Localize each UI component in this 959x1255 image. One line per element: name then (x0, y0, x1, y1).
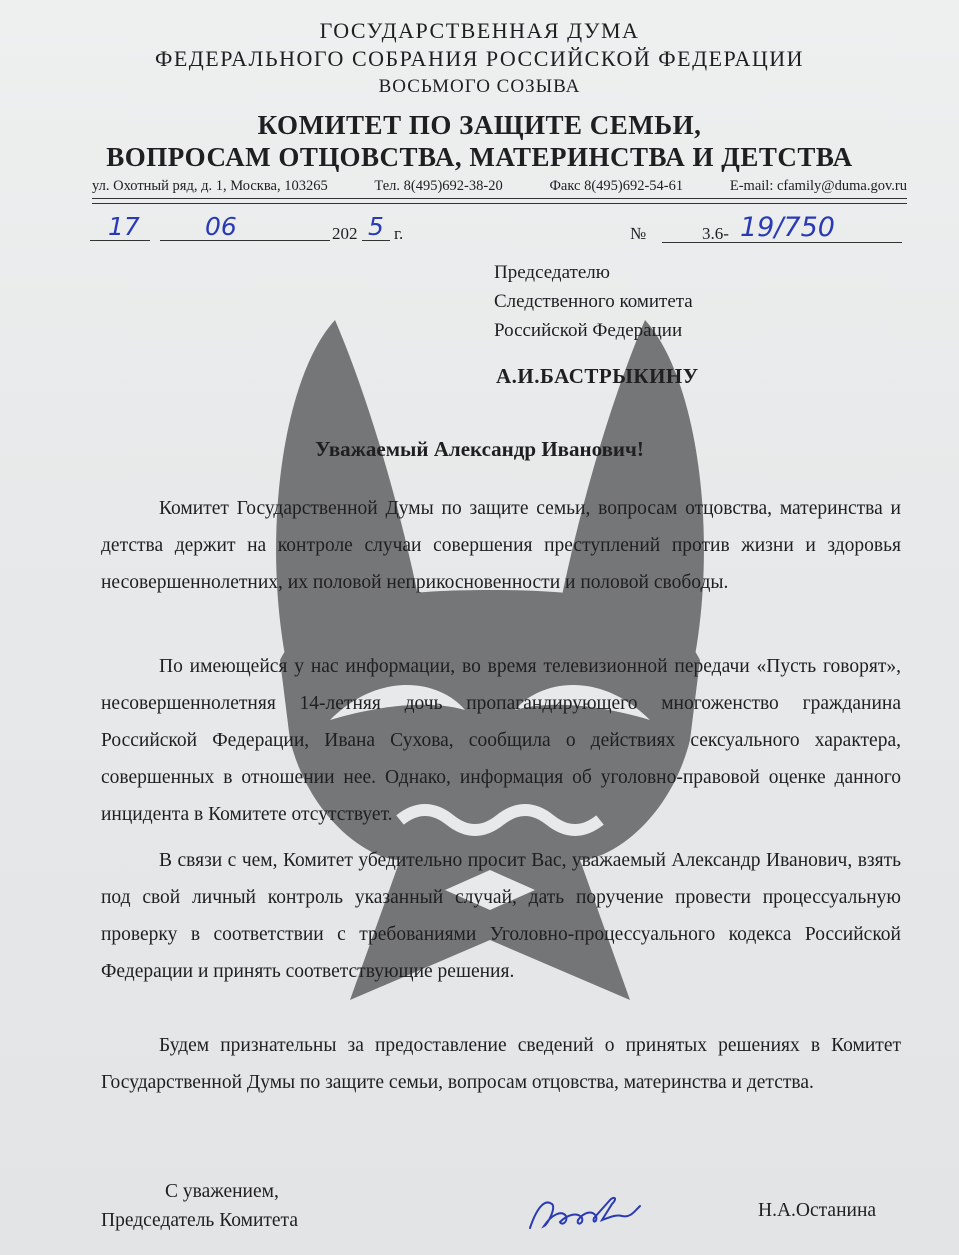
number-handwritten: 19/750 (740, 212, 835, 243)
date-month: 06 (205, 212, 237, 241)
date-month-line (160, 240, 330, 241)
header-committee-line1: КОМИТЕТ ПО ЗАЩИТЕ СЕМЬИ, (257, 110, 702, 140)
paragraph-3: В связи с чем, Комитет убедительно просит Вас, уважаемый Александр Иванович, взять под свой личный контроль указанный случай, дать поручение провести процессуальную проверку в соответствии с требованиями Уголовно-процессуального кодекса Российской Федерации и принять соответствующие решения. (101, 850, 901, 982)
addressee-line3: Российской Федерации (494, 320, 683, 341)
closing-position: Председатель Комитета (101, 1210, 298, 1231)
addressee-line2: Следственного комитета (494, 291, 693, 312)
date-year-digit: 5 (368, 212, 384, 241)
header-convocation: ВОСЬМОГО СОЗЫВА (378, 76, 581, 97)
greeting: Уважаемый Александр Иванович! (315, 437, 644, 461)
header-duma: ГОСУДАРСТВЕННАЯ ДУМА (319, 18, 640, 43)
date-day-line (90, 240, 150, 241)
date-day: 17 (108, 212, 140, 241)
date-year-prefix: 202 (332, 224, 358, 243)
header-committee-line2: ВОПРОСАМ ОТЦОВСТВА, МАТЕРИНСТВА И ДЕТСТВА (106, 142, 853, 172)
date-number-row (90, 212, 910, 252)
contact-fax: Факс 8(495)692-54-61 (549, 178, 684, 194)
paragraph-1: Комитет Государственной Думы по защите семьи, вопросам отцовства, материнства и детства держит на контроле случаи совершения преступлений против жизни и здоровья несовершеннолетних, их половой неприкосновенности и половой свободы. (101, 498, 901, 593)
date-year-line (362, 240, 390, 241)
date-year-suffix: г. (394, 224, 404, 243)
addressee-name: А.И.БАСТРЫКИНУ (496, 364, 699, 388)
contact-address: ул. Охотный ряд, д. 1, Москва, 103265 (92, 178, 328, 194)
contact-email: E-mail: cfamily@duma.gov.ru (729, 178, 907, 194)
contact-phone: Тел. 8(495)692-38-20 (374, 178, 503, 194)
addressee-line1: Председателю (494, 262, 610, 283)
addressee-block (494, 258, 693, 345)
signatory-name: Н.А.Останина (758, 1200, 877, 1221)
header-federal-assembly: ФЕДЕРАЛЬНОГО СОБРАНИЯ РОССИЙСКОЙ ФЕДЕРАЦИИ (154, 46, 804, 71)
number-label: № (630, 224, 647, 243)
closing-block (101, 1177, 298, 1235)
paragraph-2: По имеющейся у нас информации, во время телевизионной передачи «Пусть говорят», несовершеннолетняя 14-летняя дочь пропагандирующего многоженство гражданина Российской Федерации, Ивана Сухова, сообщила о действиях сексуального характера, совершенных в отношении нее. Однако, информация об уголовно-правовой оценке данного инцидента в Комитете отсутствует. (101, 656, 901, 825)
signature-icon (522, 1190, 652, 1240)
contacts-row (92, 178, 907, 199)
paragraph-4: Будем признательны за предоставление сведений о принятых решениях в Комитет Государственной Думы по защите семьи, вопросам отцовства, материнства и детства. (101, 1035, 901, 1093)
header-divider (92, 203, 907, 204)
number-line (662, 242, 902, 243)
number-prefix: 3.6- (702, 224, 729, 243)
closing-regards: С уважением, (165, 1181, 279, 1202)
